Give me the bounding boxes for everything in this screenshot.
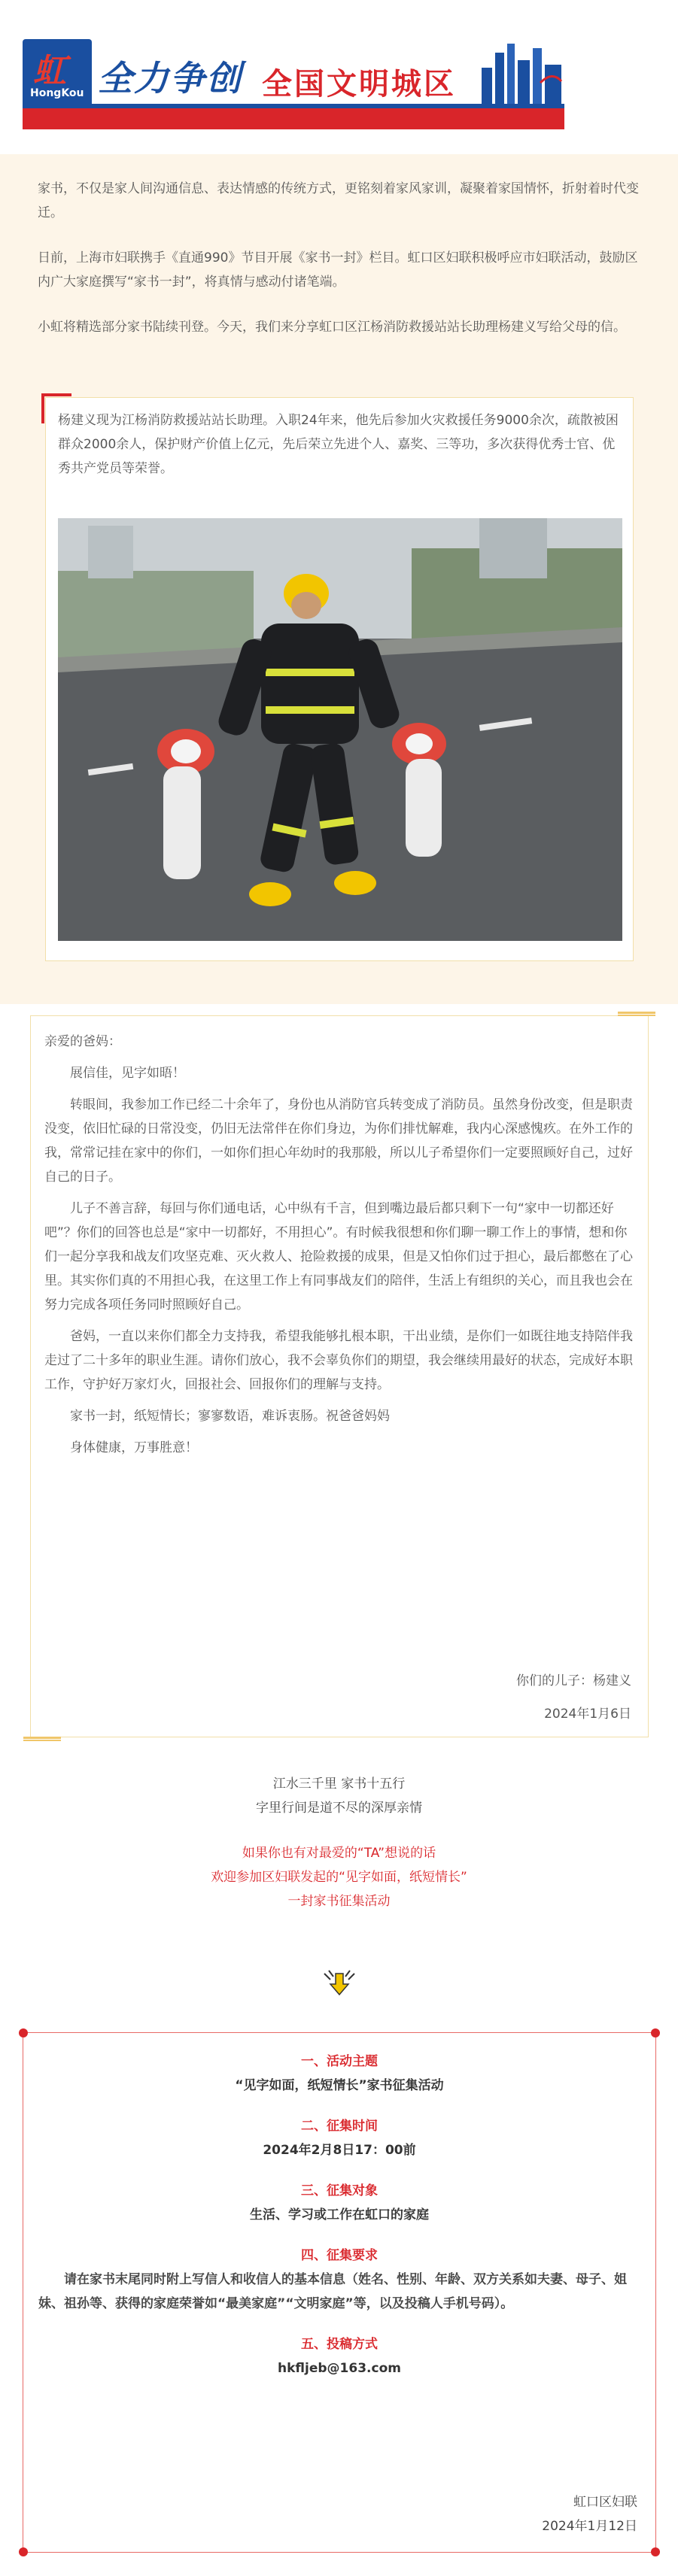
intro-paragraph: 日前，上海市妇联携手《直通990》节目开展《家书一封》栏目。虹口区妇联积极呼应市妇联活动，鼓励区内广大家庭撰写“家书一封”，将真情与感动付诸笔端。 bbox=[38, 250, 638, 290]
activity-heading: 五、投稿方式 bbox=[301, 2337, 378, 2352]
activity-heading: 四、征集要求 bbox=[301, 2248, 378, 2263]
banner-slogan-primary: 全力争创 bbox=[98, 58, 242, 99]
closing-section bbox=[0, 1772, 678, 1913]
activity-value: “见字如面，纸短情长”家书征集活动 bbox=[235, 2078, 444, 2093]
letter-greeting: 亲爱的爸妈： bbox=[44, 1034, 121, 1049]
activity-notice-card bbox=[23, 2032, 656, 2553]
letter-corner-decoration bbox=[23, 1737, 61, 1741]
corner-dot-icon bbox=[651, 2547, 660, 2556]
letter-body bbox=[44, 1030, 636, 1467]
closing-line: 字里行间是道不尽的深厚亲情 bbox=[256, 1801, 422, 1816]
activity-footer bbox=[542, 2490, 637, 2538]
banner-slogan-secondary: 全国文明城区 bbox=[262, 67, 456, 102]
author-bio-card bbox=[45, 397, 634, 961]
activity-heading: 三、征集对象 bbox=[301, 2183, 378, 2198]
logo-text: HongKou bbox=[30, 87, 84, 99]
corner-dot-icon bbox=[19, 2028, 28, 2037]
letter-paragraph: 爸妈，一直以来你们都全力支持我，希望我能够扎根本职，干出业绩，是你们一如既往地支持陪伴我走过了二十多年的职业生涯。请你们放心，我不会辜负你们的期望，我会继续用最好的状态，完成好本职工作，守护好万家灯火，回报社会、回报你们的理解与支持。 bbox=[44, 1329, 633, 1392]
corner-dot-icon bbox=[651, 2028, 660, 2037]
letter-paragraph: 转眼间，我参加工作已经二十余年了，身份也从消防官兵转变成了消防员。虽然身份改变，但是职责没变，依旧忙碌的日常没变，仍旧无法常伴在你们身边，为你们排忧解难，我内心深感愧疚。在外工作的我，常常记挂在家中的你们，一如你们担心年幼时的我那般，所以儿子希望你们一定要照顾好自己，过好自己的日子。 bbox=[44, 1097, 633, 1185]
intro-section bbox=[38, 177, 640, 360]
header-banner bbox=[23, 24, 564, 129]
family-letter bbox=[30, 1015, 649, 1737]
organizer-name: 虹口区妇联 bbox=[573, 2495, 637, 2510]
letter-corner-decoration bbox=[618, 1012, 655, 1016]
letter-paragraph: 身体健康，万事胜意！ bbox=[70, 1440, 198, 1455]
letter-paragraph: 家书一封，纸短情长；寥寥数语，难诉衷肠。祝爸爸妈妈 bbox=[70, 1409, 390, 1424]
invitation-line: 一封家书征集活动 bbox=[287, 1894, 391, 1909]
letter-paragraph: 展信佳，见字如晤！ bbox=[70, 1066, 185, 1081]
intro-paragraph: 小虹将精选部分家书陆续刊登。今天，我们来分享虹口区江杨消防救援站站长助理杨建义写给父母的信。 bbox=[38, 320, 626, 335]
activity-date: 2024年1月12日 bbox=[542, 2519, 637, 2534]
activity-heading: 二、征集时间 bbox=[301, 2119, 378, 2134]
letter-date: 2024年1月6日 bbox=[544, 1707, 631, 1722]
letter-signature-block bbox=[516, 1664, 631, 1731]
hongkou-logo bbox=[23, 39, 92, 108]
firefighter-illustration bbox=[58, 518, 622, 941]
submission-email[interactable]: hkfljeb@163.com bbox=[278, 2361, 401, 2376]
down-arrow-icon bbox=[320, 1968, 359, 1998]
firefighter-photo bbox=[58, 518, 622, 941]
letter-paragraph: 儿子不善言辞，每回与你们通电话，心中纵有千言，但到嘴边最后都只剩下一句“家中一切都还好吧”？你们的回答也总是“家中一切都好，不用担心”。有时候我很想和你们聊一聊工作上的事情，想和你们一起分享我和战友们攻坚克难、灭火救人、抢险救援的成果，但是又怕你们过于担心，最后都憋在了心里。其实你们真的不用担心我，在这里工作上有同事战友们的陪伴，生活上有组织的关心，而且我也会在努力完成各项任务同时照顾好自己。 bbox=[44, 1201, 633, 1312]
invitation-line: 如果你也有对最爱的“TA”想说的话 bbox=[242, 1846, 436, 1861]
activity-content bbox=[38, 2050, 640, 2380]
activity-requirements: 请在家书末尾同时附上写信人和收信人的基本信息（姓名、性别、年龄、双方关系如夫妻、母子、姐妹、祖孙等、获得的家庭荣誉如“最美家庭”“文明家庭”等，以及投稿人手机号码）。 bbox=[38, 2272, 627, 2311]
corner-dot-icon bbox=[19, 2547, 28, 2556]
letter-signature: 你们的儿子：杨建义 bbox=[516, 1673, 631, 1689]
activity-heading: 一、活动主题 bbox=[301, 2054, 378, 2069]
logo-mark: 虹 bbox=[33, 52, 66, 90]
activity-value: 生活、学习或工作在虹口的家庭 bbox=[250, 2207, 429, 2223]
banner-red-stripe bbox=[23, 108, 564, 129]
intro-paragraph: 家书，不仅是家人间沟通信息、表达情感的传统方式，更铭刻着家风家训，凝聚着家国情怀，折射着时代变迁。 bbox=[38, 181, 639, 220]
city-skyline-icon bbox=[480, 38, 564, 104]
invitation-line: 欢迎参加区妇联发起的“见字如面，纸短情长” bbox=[211, 1870, 467, 1885]
activity-value: 2024年2月8日17：00前 bbox=[263, 2143, 416, 2158]
author-bio-text: 杨建义现为江杨消防救援站站长助理。入职24年来，他先后参加火灾救援任务9000余次，疏散被困群众2000余人，保护财产价值上亿元，先后荣立先进个人、嘉奖、三等功，多次获得优秀士官、优秀共产党员等荣誉。 bbox=[58, 413, 619, 476]
closing-line: 江水三千里 家书十五行 bbox=[272, 1776, 406, 1792]
